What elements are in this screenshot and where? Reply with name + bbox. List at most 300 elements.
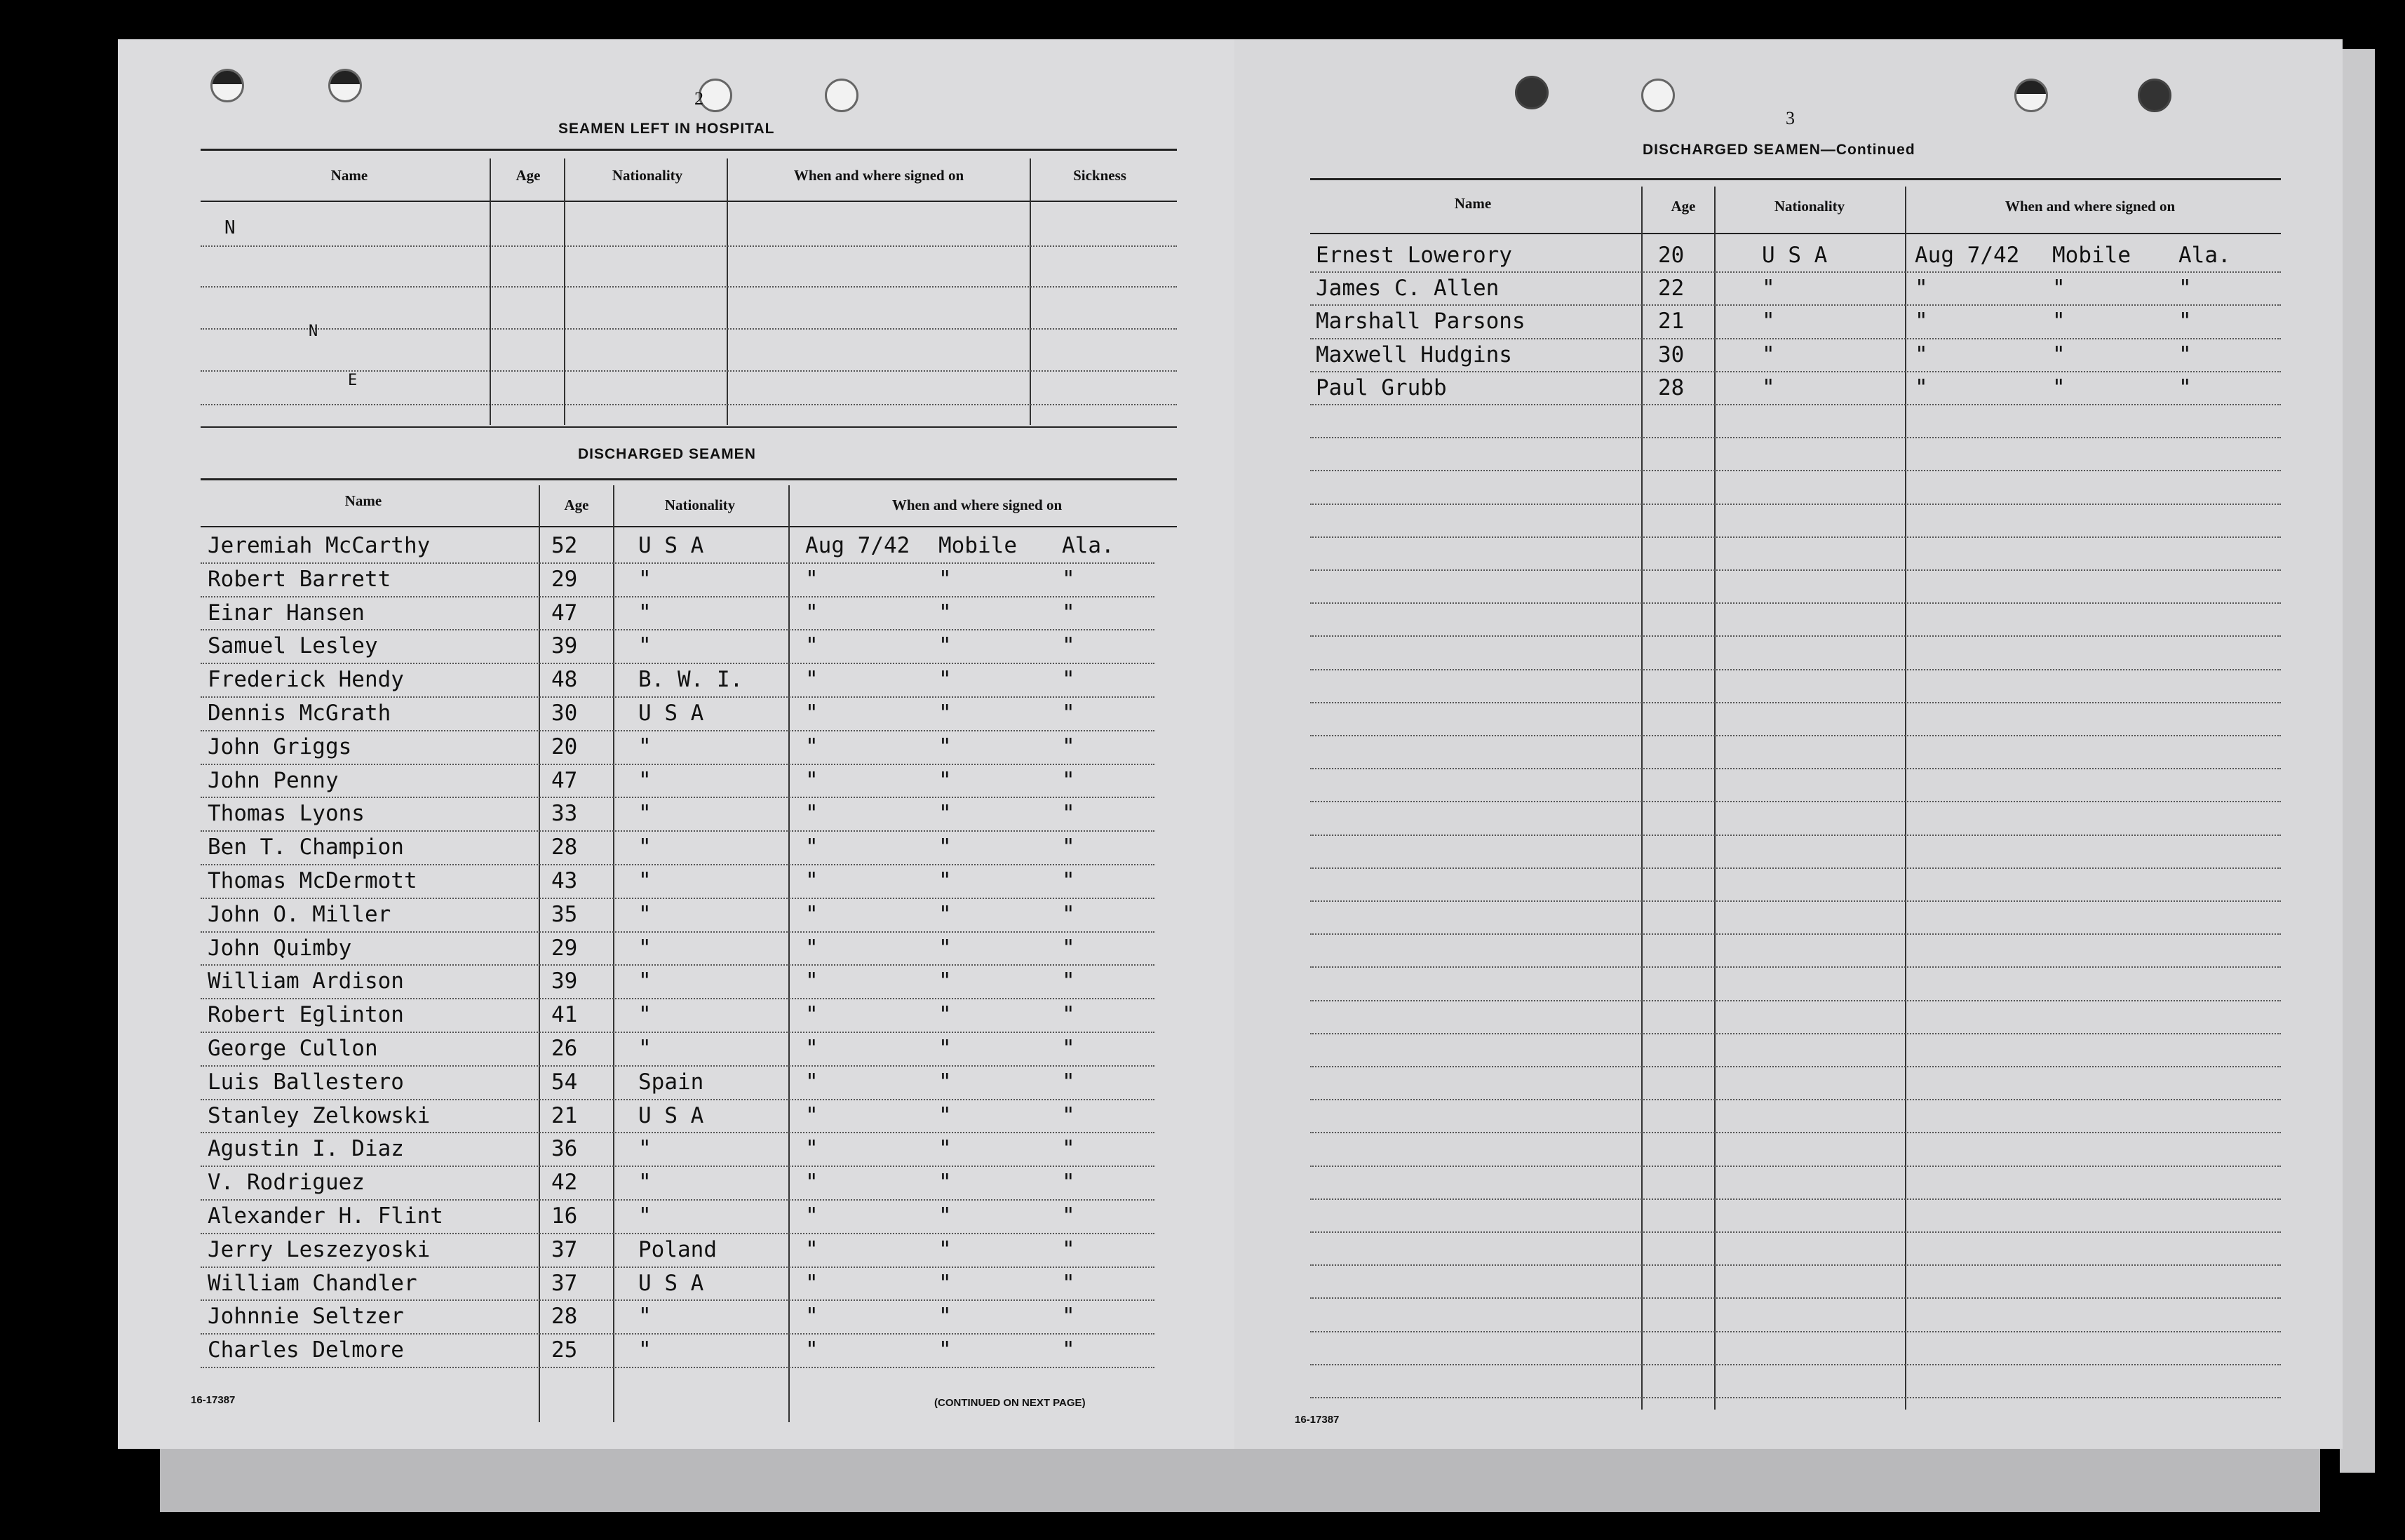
- signed-on-place: ": [938, 734, 952, 759]
- signed-on-place: ": [938, 901, 952, 927]
- row-rule: [1310, 569, 2281, 571]
- signed-on-date: ": [805, 633, 818, 659]
- punch-hole: [699, 79, 732, 112]
- signed-on-place: ": [938, 801, 952, 827]
- signed-on-date: ": [805, 734, 818, 759]
- column-divider: [1714, 187, 1716, 1410]
- continued-header-nationality: Nationality: [1774, 198, 1845, 215]
- table-row: [1234, 375, 2329, 403]
- seaman-age: 39: [551, 968, 578, 994]
- signed-on-place: ": [938, 1304, 952, 1330]
- seaman-age: 20: [551, 734, 578, 759]
- seaman-nationality: ": [638, 801, 652, 827]
- row-rule: [201, 1132, 1154, 1133]
- seaman-age: 52: [551, 533, 578, 558]
- seaman-age: 26: [551, 1036, 578, 1061]
- seaman-nationality: ": [1762, 342, 1775, 367]
- seaman-age: 16: [551, 1203, 578, 1229]
- signed-on-state: ": [1062, 1236, 1075, 1262]
- seaman-age: 43: [551, 868, 578, 893]
- seaman-name: John Penny: [208, 767, 339, 793]
- page-number: 2: [694, 88, 703, 109]
- seaman-nationality: ": [638, 1136, 652, 1162]
- discharged-section-title: DISCHARGED SEAMEN: [578, 446, 756, 462]
- right-page: [1234, 39, 2343, 1449]
- table-rule: [201, 426, 1177, 428]
- row-rule: [1310, 801, 2281, 802]
- row-rule: [201, 1267, 1154, 1268]
- signed-on-date: ": [805, 566, 818, 592]
- seaman-name: Paul Grubb: [1316, 374, 1447, 400]
- seaman-age: 47: [551, 767, 578, 793]
- right-stack-edge: [2340, 49, 2375, 1473]
- signed-on-place: ": [938, 667, 952, 693]
- seaman-nationality: ": [638, 1170, 652, 1196]
- row-rule: [201, 1199, 1154, 1201]
- row-rule: [1310, 1364, 2281, 1365]
- seaman-nationality: ": [638, 734, 652, 759]
- discharged-continued-title: DISCHARGED SEAMEN—Continued: [1643, 142, 1915, 158]
- signed-on-place: ": [938, 600, 952, 626]
- seaman-age: 35: [551, 901, 578, 927]
- seaman-nationality: ": [638, 901, 652, 927]
- row-rule: [201, 1233, 1154, 1234]
- punch-hole: [210, 69, 244, 102]
- signed-on-date: ": [805, 935, 818, 961]
- table-row: [118, 1237, 1212, 1265]
- hospital-header-sickness: Sickness: [1073, 167, 1126, 184]
- signed-on-date: ": [805, 1036, 818, 1061]
- table-row: [118, 868, 1212, 896]
- signed-on-state: ": [1062, 835, 1075, 860]
- table-row: [118, 734, 1212, 762]
- seaman-name: Stanley Zelkowski: [208, 1102, 431, 1128]
- signed-on-state: ": [2178, 374, 2192, 400]
- signed-on-state: ": [1062, 1170, 1075, 1196]
- row-rule: [1310, 966, 2281, 968]
- hospital-section-title: SEAMEN LEFT IN HOSPITAL: [558, 121, 775, 137]
- seaman-nationality: ": [638, 1002, 652, 1028]
- seaman-nationality: U S A: [638, 701, 704, 726]
- row-rule: [201, 1099, 1154, 1100]
- row-rule: [1310, 1231, 2281, 1233]
- row-rule: [201, 998, 1154, 999]
- punch-hole: [2138, 79, 2171, 112]
- signed-on-state: ": [2178, 276, 2192, 302]
- seaman-name: Marshall Parsons: [1316, 309, 1525, 335]
- signed-on-state: ": [1062, 1102, 1075, 1128]
- seaman-nationality: U S A: [638, 1102, 704, 1128]
- seaman-age: 41: [551, 1002, 578, 1028]
- row-rule: [1310, 835, 2281, 836]
- seaman-nationality: ": [638, 600, 652, 626]
- signed-on-state: ": [1062, 1036, 1075, 1061]
- row-rule: [201, 830, 1154, 832]
- row-rule: [201, 864, 1154, 865]
- table-row: [118, 1002, 1212, 1030]
- signed-on-place: ": [2052, 374, 2066, 400]
- row-rule: [1310, 867, 2281, 869]
- seaman-age: 33: [551, 801, 578, 827]
- signed-on-place: ": [2052, 309, 2066, 335]
- row-rule: [1310, 470, 2281, 471]
- row-rule: [201, 730, 1154, 731]
- signed-on-state: ": [1062, 667, 1075, 693]
- signed-on-place: ": [938, 767, 952, 793]
- table-row: [118, 1337, 1212, 1365]
- row-rule: [1310, 702, 2281, 703]
- table-row: [1234, 276, 2329, 304]
- row-rule: [201, 328, 1177, 330]
- punch-hole: [1515, 76, 1549, 109]
- signed-on-date: Aug 7/42: [805, 533, 910, 558]
- row-rule: [1310, 1099, 2281, 1100]
- signed-on-place: ": [2052, 276, 2066, 302]
- column-divider: [1030, 158, 1031, 425]
- seaman-name: Einar Hansen: [208, 600, 365, 626]
- row-rule: [201, 1166, 1154, 1167]
- seaman-name: Thomas McDermott: [208, 868, 417, 893]
- signed-on-place: ": [938, 1102, 952, 1128]
- table-rule: [201, 526, 1177, 527]
- seaman-name: Luis Ballestero: [208, 1069, 404, 1095]
- seaman-age: 29: [551, 935, 578, 961]
- table-row: [118, 1271, 1212, 1299]
- seaman-nationality: ": [1762, 374, 1775, 400]
- seaman-age: 29: [551, 566, 578, 592]
- seaman-name: V. Rodriguez: [208, 1170, 365, 1196]
- punch-hole: [328, 69, 362, 102]
- row-rule: [201, 1333, 1154, 1335]
- signed-on-place: ": [938, 1203, 952, 1229]
- seaman-nationality: ": [638, 566, 652, 592]
- signed-on-date: ": [805, 1203, 818, 1229]
- row-rule: [1310, 536, 2281, 538]
- seaman-age: 22: [1658, 276, 1685, 302]
- table-row: [118, 701, 1212, 729]
- table-row: [118, 667, 1212, 695]
- row-rule: [1310, 933, 2281, 935]
- seaman-name: Johnnie Seltzer: [208, 1304, 404, 1330]
- seaman-age: 20: [1658, 243, 1685, 268]
- seaman-age: 21: [1658, 309, 1685, 335]
- signed-on-state: ": [1062, 868, 1075, 893]
- signed-on-date: ": [805, 1136, 818, 1162]
- signed-on-state: ": [1062, 1337, 1075, 1363]
- seaman-nationality: ": [638, 767, 652, 793]
- seaman-name: James C. Allen: [1316, 276, 1500, 302]
- seaman-age: 37: [551, 1236, 578, 1262]
- signed-on-date: ": [805, 901, 818, 927]
- table-row: [118, 1136, 1212, 1164]
- row-rule: [201, 370, 1177, 372]
- signed-on-place: ": [938, 1236, 952, 1262]
- signed-on-state: ": [1062, 566, 1075, 592]
- column-divider: [564, 158, 565, 425]
- row-rule: [1310, 735, 2281, 736]
- seaman-age: 47: [551, 600, 578, 626]
- signed-on-state: Ala.: [1062, 533, 1114, 558]
- row-rule: [1310, 271, 2281, 273]
- signed-on-date: ": [805, 1002, 818, 1028]
- signed-on-state: ": [1062, 1069, 1075, 1095]
- signed-on-date: ": [805, 1337, 818, 1363]
- seaman-name: Robert Barrett: [208, 566, 391, 592]
- row-rule: [1310, 1331, 2281, 1332]
- page-number: 3: [1786, 108, 1795, 128]
- row-rule: [201, 1032, 1154, 1033]
- signed-on-place: ": [938, 1036, 952, 1061]
- seaman-name: Agustin I. Diaz: [208, 1136, 404, 1162]
- hospital-header-nationality: Nationality: [612, 167, 683, 184]
- seaman-nationality: Spain: [638, 1069, 704, 1095]
- signed-on-place: ": [938, 633, 952, 659]
- seaman-age: 21: [551, 1102, 578, 1128]
- signed-on-date: Aug 7/42: [1915, 243, 2020, 268]
- seaman-age: 37: [551, 1270, 578, 1296]
- signed-on-place: ": [938, 1136, 952, 1162]
- seaman-age: 30: [1658, 342, 1685, 367]
- signed-on-date: ": [805, 1102, 818, 1128]
- seaman-name: John Griggs: [208, 734, 352, 759]
- column-divider: [1905, 187, 1906, 1410]
- seaman-nationality: B. W. I.: [638, 667, 743, 693]
- table-row: [1234, 309, 2329, 337]
- seaman-name: Jerry Leszezyoski: [208, 1236, 431, 1262]
- hospital-header-signed-on: When and where signed on: [793, 167, 964, 184]
- table-row: [118, 835, 1212, 863]
- continued-header-age: Age: [1671, 198, 1696, 215]
- row-rule: [201, 596, 1154, 597]
- signed-on-state: ": [1062, 1304, 1075, 1330]
- seaman-name: Maxwell Hudgins: [1316, 342, 1512, 367]
- seaman-age: 28: [1658, 374, 1685, 400]
- table-rule: [201, 149, 1177, 151]
- form-number: 16-17387: [191, 1394, 236, 1406]
- seaman-name: Jeremiah McCarthy: [208, 533, 431, 558]
- table-row: [118, 1069, 1212, 1097]
- row-rule: [201, 663, 1154, 664]
- signed-on-place: ": [2052, 342, 2066, 367]
- signed-on-state: ": [1062, 734, 1075, 759]
- seaman-nationality: ": [638, 968, 652, 994]
- signed-on-place: ": [938, 701, 952, 726]
- row-rule: [201, 1299, 1154, 1301]
- signed-on-state: ": [1062, 968, 1075, 994]
- handwritten-mark: N: [309, 323, 318, 340]
- row-rule: [201, 898, 1154, 899]
- row-rule: [201, 562, 1154, 564]
- row-rule: [1310, 1132, 2281, 1133]
- signed-on-state: ": [1062, 935, 1075, 961]
- seaman-nationality: U S A: [638, 533, 704, 558]
- signed-on-state: ": [1062, 901, 1075, 927]
- signed-on-state: ": [1062, 1270, 1075, 1296]
- signed-on-date: ": [805, 968, 818, 994]
- signed-on-state: ": [1062, 633, 1075, 659]
- seaman-nationality: ": [638, 868, 652, 893]
- seaman-nationality: ": [638, 935, 652, 961]
- table-row: [118, 1170, 1212, 1198]
- seaman-name: Samuel Lesley: [208, 633, 378, 659]
- row-rule: [1310, 1166, 2281, 1167]
- table-row: [118, 567, 1212, 595]
- row-rule: [201, 797, 1154, 798]
- seaman-age: 28: [551, 1304, 578, 1330]
- seaman-nationality: ": [638, 1337, 652, 1363]
- signed-on-place: ": [938, 566, 952, 592]
- seaman-age: 54: [551, 1069, 578, 1095]
- signed-on-date: ": [805, 801, 818, 827]
- continued-header-signed-on: When and where signed on: [2005, 198, 2176, 215]
- discharged-header-age: Age: [564, 497, 589, 513]
- signed-on-state: ": [1062, 767, 1075, 793]
- table-row: [118, 600, 1212, 628]
- row-rule: [1310, 338, 2281, 339]
- signed-on-state: ": [1062, 1136, 1075, 1162]
- signed-on-place: ": [938, 1170, 952, 1196]
- signed-on-date: ": [1915, 342, 1928, 367]
- column-divider: [490, 158, 491, 425]
- seaman-nationality: U S A: [1762, 243, 1828, 268]
- discharged-header-name: Name: [344, 492, 382, 509]
- table-row: [1234, 243, 2329, 271]
- signed-on-place: ": [938, 835, 952, 860]
- signed-on-date: ": [805, 701, 818, 726]
- row-rule: [201, 1065, 1154, 1067]
- signed-on-place: ": [938, 1002, 952, 1028]
- back-sheet-edge: [160, 1449, 2320, 1512]
- discharged-header-signed-on: When and where signed on: [891, 497, 1063, 513]
- row-rule: [1310, 304, 2281, 306]
- punch-hole: [825, 79, 858, 112]
- row-rule: [1310, 504, 2281, 505]
- signed-on-place: ": [938, 935, 952, 961]
- signed-on-place: ": [938, 968, 952, 994]
- table-rule: [201, 478, 1177, 480]
- seaman-nationality: ": [1762, 309, 1775, 335]
- signed-on-state: ": [1062, 801, 1075, 827]
- row-rule: [1310, 371, 2281, 372]
- row-rule: [201, 964, 1154, 966]
- row-rule: [201, 404, 1177, 405]
- seaman-nationality: ": [638, 835, 652, 860]
- row-rule: [201, 1367, 1154, 1368]
- signed-on-date: ": [805, 1270, 818, 1296]
- signed-on-date: ": [1915, 374, 1928, 400]
- row-rule: [1310, 1066, 2281, 1067]
- seaman-nationality: ": [638, 1203, 652, 1229]
- signed-on-state: ": [1062, 1203, 1075, 1229]
- continued-header-name: Name: [1454, 195, 1492, 212]
- signed-on-place: ": [938, 1270, 952, 1296]
- signed-on-place: ": [938, 1337, 952, 1363]
- seaman-age: 36: [551, 1136, 578, 1162]
- table-row: [118, 801, 1212, 829]
- seaman-name: Ben T. Champion: [208, 835, 404, 860]
- punch-hole: [1641, 79, 1675, 112]
- table-row: [118, 1103, 1212, 1131]
- discharged-header-nationality: Nationality: [664, 497, 736, 513]
- seaman-nationality: ": [638, 1036, 652, 1061]
- signed-on-date: ": [805, 1236, 818, 1262]
- row-rule: [1310, 1264, 2281, 1266]
- signed-on-state: ": [2178, 342, 2192, 367]
- table-row: [118, 1203, 1212, 1231]
- row-rule: [1310, 1397, 2281, 1398]
- table-row: [118, 1036, 1212, 1064]
- row-rule: [201, 931, 1154, 933]
- signed-on-date: ": [805, 1304, 818, 1330]
- table-row: [118, 633, 1212, 661]
- table-row: [118, 968, 1212, 997]
- signed-on-state: ": [1062, 1002, 1075, 1028]
- column-divider: [727, 158, 728, 425]
- signed-on-place: ": [938, 1069, 952, 1095]
- row-rule: [1310, 635, 2281, 637]
- hospital-header-age: Age: [516, 167, 541, 184]
- left-page: [118, 39, 1234, 1449]
- row-rule: [201, 286, 1177, 288]
- table-row: [118, 936, 1212, 964]
- signed-on-date: ": [805, 868, 818, 893]
- punch-hole: [2014, 79, 2048, 112]
- row-rule: [1310, 1297, 2281, 1299]
- row-rule: [201, 245, 1177, 247]
- handwritten-mark: N: [224, 217, 236, 238]
- seaman-age: 28: [551, 835, 578, 860]
- row-rule: [1310, 768, 2281, 769]
- signed-on-state: Ala.: [2178, 243, 2231, 268]
- continued-note: (CONTINUED ON NEXT PAGE): [934, 1397, 1086, 1409]
- row-rule: [1310, 900, 2281, 902]
- table-row: [118, 768, 1212, 796]
- seaman-name: John Quimby: [208, 935, 352, 961]
- seaman-age: 30: [551, 701, 578, 726]
- seaman-name: William Chandler: [208, 1270, 417, 1296]
- row-rule: [201, 629, 1154, 630]
- signed-on-date: ": [805, 1170, 818, 1196]
- seaman-name: John O. Miller: [208, 901, 391, 927]
- row-rule: [1310, 437, 2281, 438]
- seaman-nationality: U S A: [638, 1270, 704, 1296]
- table-row: [1234, 342, 2329, 370]
- signed-on-date: ": [1915, 309, 1928, 335]
- seaman-age: 48: [551, 667, 578, 693]
- hospital-header-name: Name: [330, 167, 368, 184]
- seaman-name: Charles Delmore: [208, 1337, 404, 1363]
- seaman-name: Dennis McGrath: [208, 701, 391, 726]
- signed-on-date: ": [1915, 276, 1928, 302]
- seaman-age: 42: [551, 1170, 578, 1196]
- form-number: 16-17387: [1295, 1414, 1340, 1426]
- seaman-name: Ernest Lowerory: [1316, 243, 1512, 268]
- seaman-name: Frederick Hendy: [208, 667, 404, 693]
- row-rule: [201, 696, 1154, 698]
- seaman-nationality: Poland: [638, 1236, 717, 1262]
- signed-on-state: ": [1062, 600, 1075, 626]
- signed-on-date: ": [805, 1069, 818, 1095]
- signed-on-place: ": [938, 868, 952, 893]
- seaman-nationality: ": [638, 633, 652, 659]
- seaman-nationality: ": [1762, 276, 1775, 302]
- handwritten-mark: E: [348, 372, 358, 389]
- signed-on-place: Mobile: [2052, 243, 2131, 268]
- seaman-nationality: ": [638, 1304, 652, 1330]
- row-rule: [1310, 404, 2281, 405]
- signed-on-state: ": [1062, 701, 1075, 726]
- row-rule: [1310, 1033, 2281, 1034]
